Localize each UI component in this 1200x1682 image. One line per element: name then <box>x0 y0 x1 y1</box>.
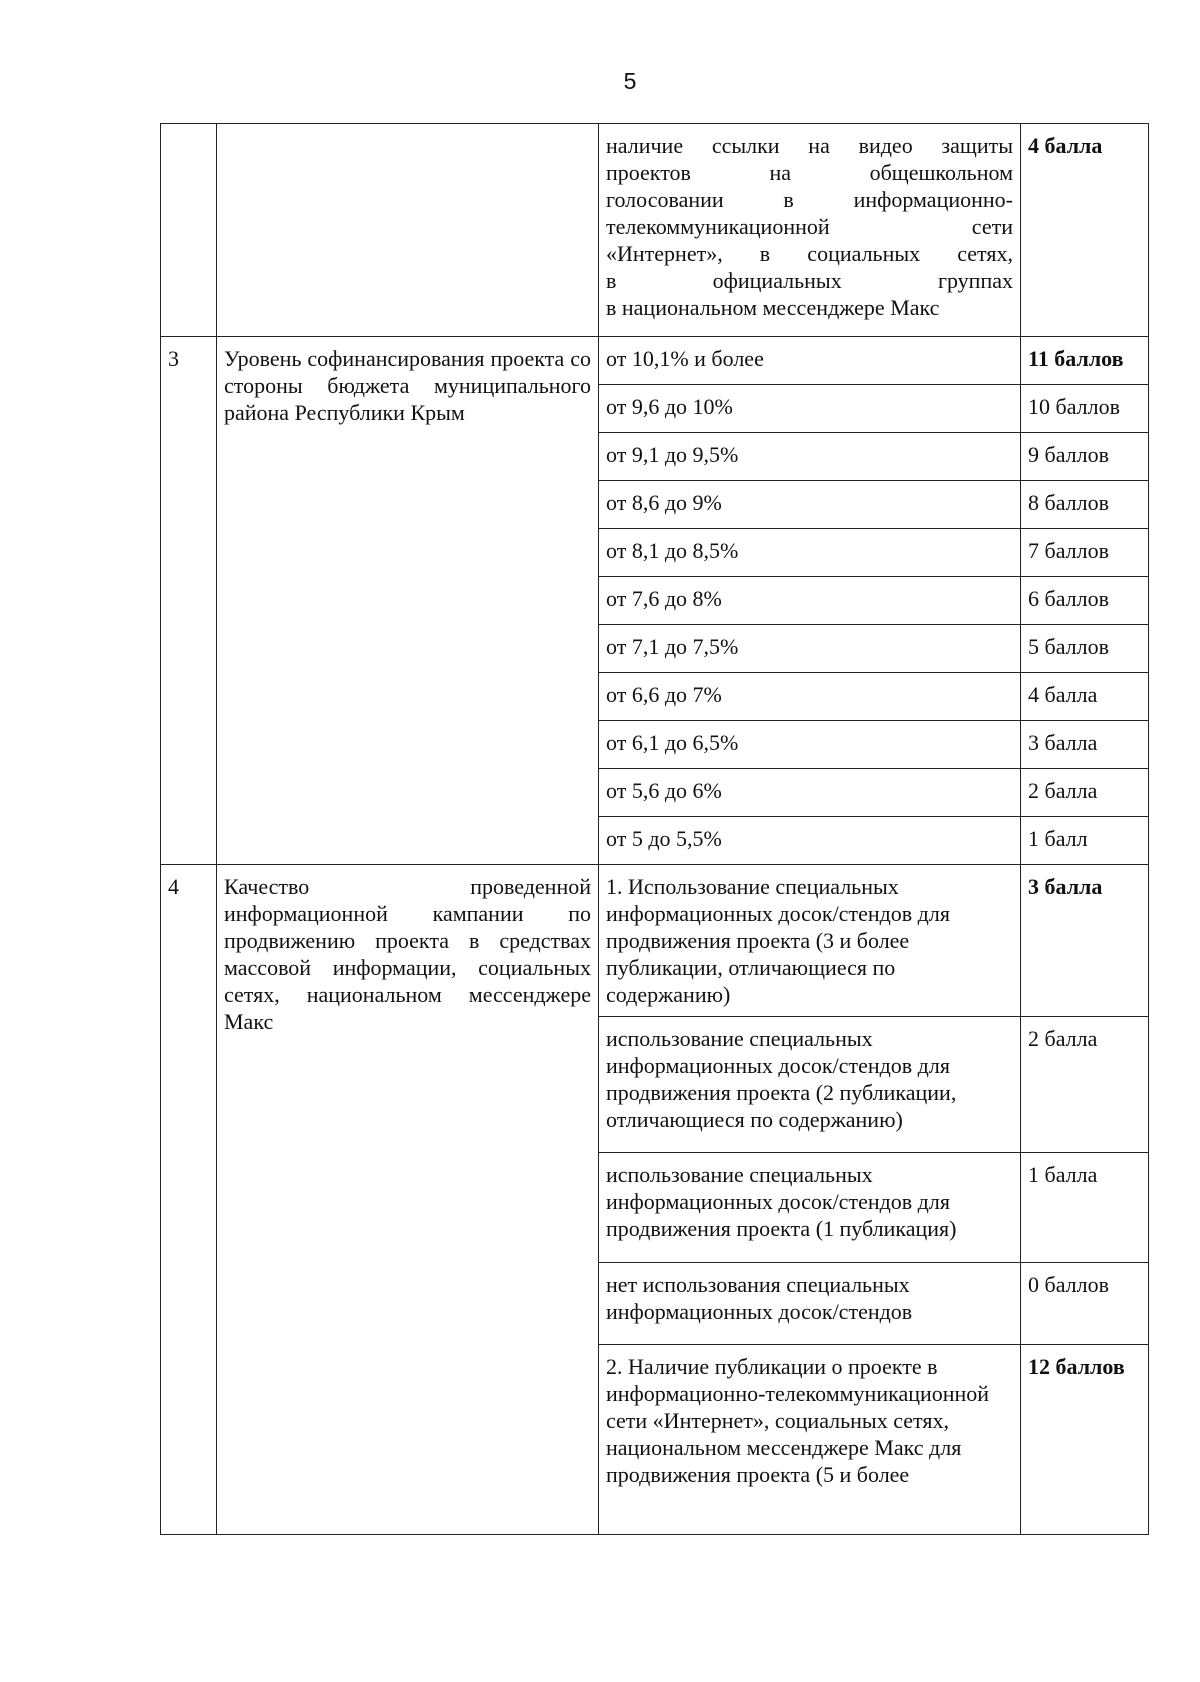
condition-cell: от 8,1 до 8,5% <box>599 529 1021 577</box>
condition-cell: от 7,1 до 7,5% <box>599 625 1021 673</box>
points-cell: 4 балла <box>1021 673 1149 721</box>
points-cell: 4 балла <box>1021 124 1149 337</box>
points-cell: 1 балл <box>1021 817 1149 865</box>
points-cell: 3 балла <box>1021 721 1149 769</box>
condition-line: наличие ссылки на видео защиты <box>606 133 1013 158</box>
table-row <box>161 124 1149 337</box>
points-cell: 0 баллов <box>1021 1263 1149 1345</box>
condition-cell: от 5,6 до 6% <box>599 769 1021 817</box>
condition-line: телекоммуникационной сети <box>606 214 1013 239</box>
points-cell: 11 баллов <box>1021 337 1149 385</box>
points-cell: 7 баллов <box>1021 529 1149 577</box>
criterion-cell: Уровень софинансирования проекта со стороны бюджета муниципального района Республики Крым <box>217 337 599 865</box>
condition-cell <box>599 124 1021 337</box>
points-cell: 5 баллов <box>1021 625 1149 673</box>
condition-cell: 1. Использование специальных информационных досок/стендов для продвижения проекта (3 и более публикации, отличающиеся по содержанию) <box>599 865 1021 1017</box>
criterion-cell: Качество проведенной информационной кампании по продвижению проекта в средствах массовой информации, социальных сетях, национальном мессенджере Макс <box>217 865 599 1535</box>
condition-line: в национальном мессенджере Макс <box>606 295 940 320</box>
points-cell: 2 балла <box>1021 769 1149 817</box>
condition-cell: от 9,6 до 10% <box>599 385 1021 433</box>
condition-cell: от 6,6 до 7% <box>599 673 1021 721</box>
points-cell: 2 балла <box>1021 1017 1149 1153</box>
table-row <box>161 337 1149 385</box>
condition-cell: от 8,6 до 9% <box>599 481 1021 529</box>
condition-line: проектов на общешкольном <box>606 160 1013 185</box>
num-cell <box>161 124 217 337</box>
table-row <box>161 865 1149 1017</box>
points-cell: 9 баллов <box>1021 433 1149 481</box>
num-cell: 3 <box>161 337 217 865</box>
condition-cell: от 5 до 5,5% <box>599 817 1021 865</box>
condition-line: голосовании в информационно- <box>606 187 1013 212</box>
condition-cell: нет использования специальных информационных досок/стендов <box>599 1263 1021 1345</box>
condition-cell: от 9,1 до 9,5% <box>599 433 1021 481</box>
condition-line: «Интернет», в социальных сетях, <box>606 241 1013 266</box>
condition-line: в официальных группах <box>606 268 1013 293</box>
points-cell: 8 баллов <box>1021 481 1149 529</box>
condition-cell: от 10,1% и более <box>599 337 1021 385</box>
condition-cell: использование специальных информационных досок/стендов для продвижения проекта (1 публикация) <box>599 1153 1021 1263</box>
condition-cell: использование специальных информационных досок/стендов для продвижения проекта (2 публикации, отличающиеся по содержанию) <box>599 1017 1021 1153</box>
points-cell: 6 баллов <box>1021 577 1149 625</box>
criterion-cell <box>217 124 599 337</box>
criteria-table <box>160 123 1149 1535</box>
points-cell: 3 балла <box>1021 865 1149 1017</box>
num-cell: 4 <box>161 865 217 1535</box>
points-cell: 12 баллов <box>1021 1345 1149 1535</box>
condition-cell: от 6,1 до 6,5% <box>599 721 1021 769</box>
condition-cell: 2. Наличие публикации о проекте в информационно-телекоммуникационной сети «Интернет», социальных сетях, национальном мессенджере Макс для продвижения проекта (5 и более <box>599 1345 1021 1535</box>
points-cell: 1 балла <box>1021 1153 1149 1263</box>
points-cell: 10 баллов <box>1021 385 1149 433</box>
condition-cell: от 7,6 до 8% <box>599 577 1021 625</box>
page-number: 5 <box>623 68 637 94</box>
